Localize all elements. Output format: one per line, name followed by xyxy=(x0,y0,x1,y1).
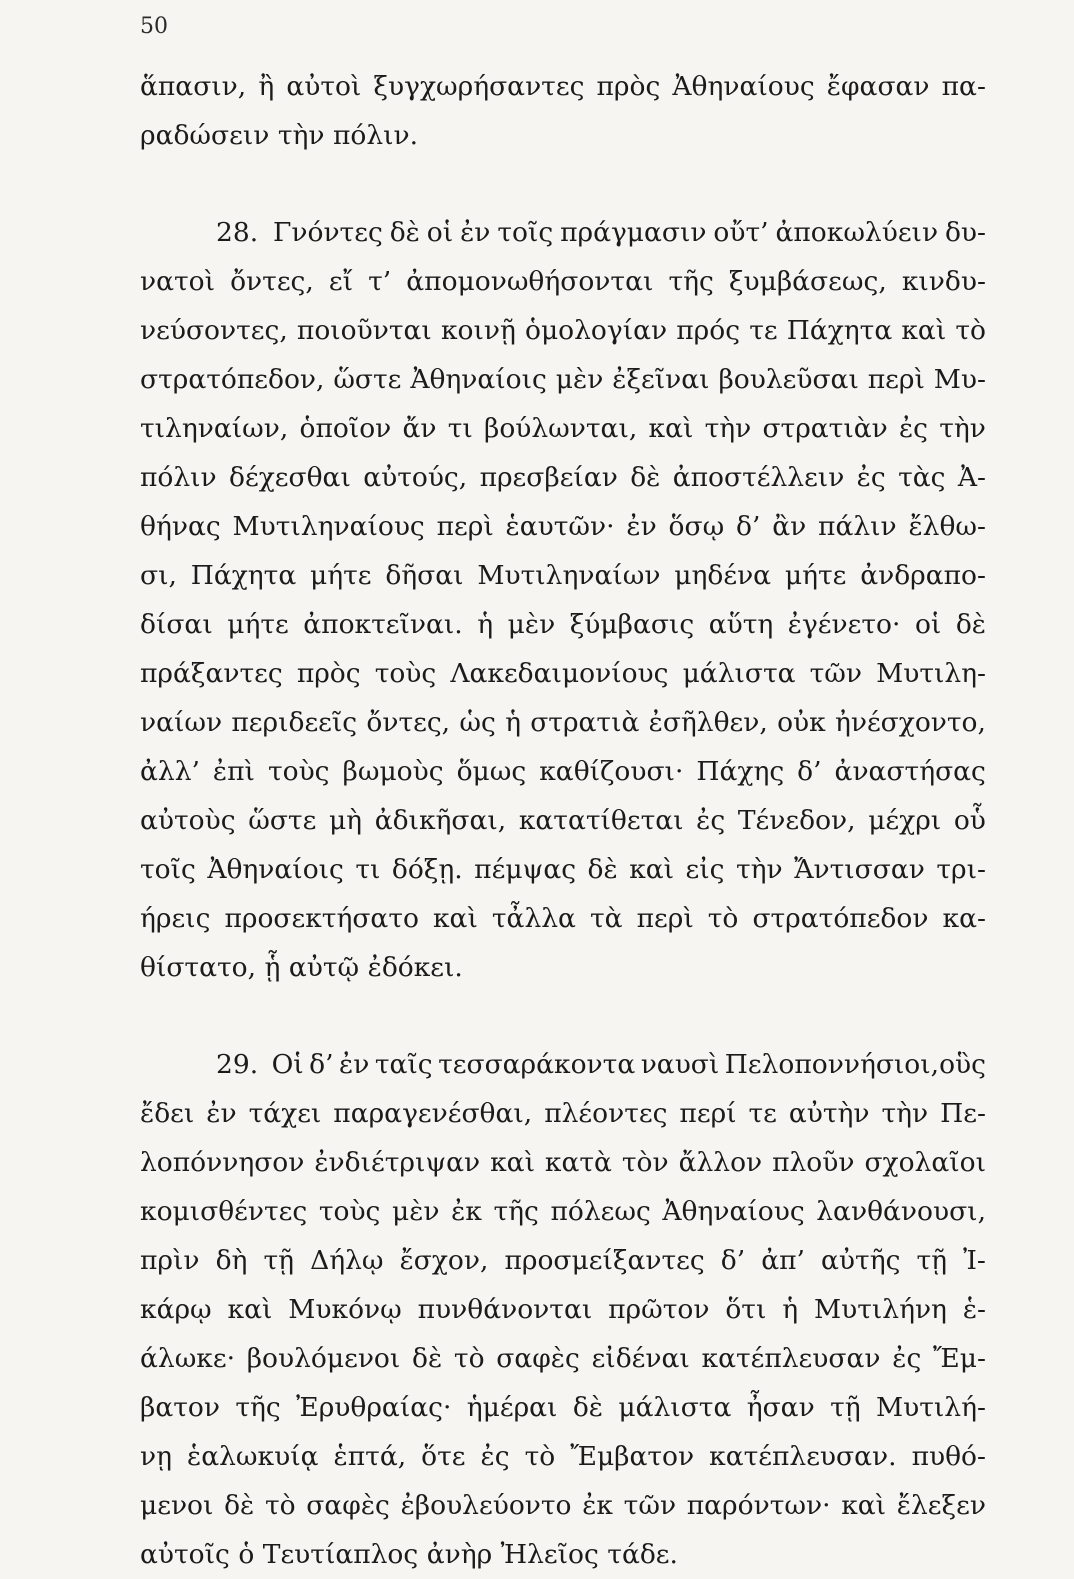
word: δὲ xyxy=(389,217,420,248)
word: ἡ xyxy=(505,707,521,738)
word: πυνθάνονται xyxy=(417,1294,593,1325)
word: μέχρι xyxy=(868,805,942,836)
word: ἔσχον, xyxy=(399,1245,489,1276)
word: ξυγχωρήσαντες xyxy=(373,71,585,102)
text-block xyxy=(140,62,986,1579)
word: νῃ xyxy=(140,1441,172,1472)
word: ὥστε xyxy=(248,805,317,836)
word: δὲ xyxy=(955,609,986,640)
word: τἆλλα xyxy=(491,903,576,934)
word: αὐτοῖς xyxy=(140,1539,230,1570)
text-line xyxy=(140,600,986,649)
word: σχολαῖοι xyxy=(864,1147,986,1178)
word: αὐτοὺς xyxy=(140,805,236,836)
word: ἀπ’ xyxy=(761,1245,805,1276)
word: βουλεῦσαι xyxy=(718,364,859,395)
word: Πάχης xyxy=(696,756,785,787)
word: ἑαλωκυίᾳ xyxy=(187,1441,319,1472)
word: αὐτῆς xyxy=(821,1245,901,1276)
word: προσεκτήσατο xyxy=(224,903,419,934)
word: κάρῳ xyxy=(140,1294,212,1325)
text-line xyxy=(140,208,986,257)
word: τι xyxy=(447,413,473,444)
word: τε xyxy=(749,315,778,346)
word: Ἀθηναίοις xyxy=(207,854,344,885)
word: ἑ- xyxy=(962,1294,986,1325)
word: τὸ xyxy=(453,1343,485,1374)
word: πόλεως xyxy=(550,1196,651,1227)
word: τε xyxy=(748,1098,777,1129)
word: ναίων xyxy=(140,707,223,738)
word: δὲ xyxy=(412,1343,443,1374)
text-line xyxy=(140,453,986,502)
word: τὸν xyxy=(621,1147,669,1178)
word: ἐς xyxy=(856,462,886,493)
paragraph xyxy=(140,1040,986,1579)
word: πρός xyxy=(676,315,741,346)
word: τοῖς xyxy=(497,217,554,248)
word: θίστατο, xyxy=(140,952,257,983)
word: ἂν xyxy=(772,511,807,542)
word: τιληναίων, xyxy=(140,413,289,444)
word: μήτε xyxy=(227,609,289,640)
word: ἐς xyxy=(480,1441,510,1472)
word: ἐκ xyxy=(582,1490,613,1521)
text-line xyxy=(140,943,986,992)
word: τοὺς xyxy=(374,658,437,689)
word: μηδένα xyxy=(674,560,772,591)
word: καὶ xyxy=(841,1490,887,1521)
text-line xyxy=(140,1481,986,1530)
word: ποιοῦνται xyxy=(296,315,432,346)
word: ξύμβασις xyxy=(569,609,695,640)
text-line xyxy=(140,845,986,894)
text-line xyxy=(140,502,986,551)
word: προσμείξαντες xyxy=(504,1245,705,1276)
word: κα- xyxy=(942,903,986,934)
word: πυθό- xyxy=(911,1441,986,1472)
word: παραγενέσθαι, xyxy=(333,1098,533,1129)
word: κατὰ xyxy=(544,1147,612,1178)
word: τοὺς xyxy=(267,756,330,787)
word: πόλιν. xyxy=(332,120,419,151)
word: Ἰ- xyxy=(963,1245,986,1276)
word: τι xyxy=(355,854,381,885)
word: ἀπομονωθήσονται xyxy=(406,266,654,297)
word: πλοῦν xyxy=(772,1147,855,1178)
word: βουλόμενοι xyxy=(246,1343,401,1374)
word: περιδεεῖς xyxy=(231,707,358,738)
word: ἢ xyxy=(258,71,275,102)
text-line xyxy=(140,1285,986,1334)
word: λοπόννησον xyxy=(140,1147,305,1178)
word: Δήλῳ xyxy=(310,1245,384,1276)
word: ἅπασιν, xyxy=(140,71,247,102)
word: νατοὶ xyxy=(140,266,216,297)
word: εἴ xyxy=(328,266,354,297)
word: τὴν xyxy=(939,413,986,444)
word: τάχει xyxy=(248,1098,322,1129)
word: σαφὲς xyxy=(306,1490,390,1521)
word: τὴν xyxy=(277,120,325,151)
word: εἰς xyxy=(685,854,725,885)
word: τῇ xyxy=(830,1392,861,1423)
word: οὗ xyxy=(953,805,986,836)
text-line xyxy=(140,698,986,747)
word: λανθάνουσι, xyxy=(816,1196,986,1227)
word: ἐν xyxy=(626,511,657,542)
word: ἐν xyxy=(460,217,491,248)
word: ἦσαν xyxy=(746,1392,815,1423)
word: τὰς xyxy=(898,462,946,493)
word: δ’ xyxy=(309,1049,334,1080)
word: Ἐρυθραίας· xyxy=(296,1392,452,1423)
word: ἄν xyxy=(402,413,437,444)
word: Μυτιλήνη xyxy=(813,1294,947,1325)
word: ἄλλον xyxy=(678,1147,763,1178)
word: στρατόπεδον, xyxy=(140,364,325,395)
word: Ἔμβατον xyxy=(570,1441,695,1472)
word: κοινῇ xyxy=(440,315,516,346)
word: Τένεδον, xyxy=(737,805,856,836)
word: πρὸς xyxy=(296,658,361,689)
word: τὸ xyxy=(955,315,986,346)
section-number: 28. xyxy=(216,217,259,248)
paragraph xyxy=(140,62,986,160)
word: καθίζουσι· xyxy=(539,756,684,787)
page-number: 50 xyxy=(140,14,168,39)
word: ὅμως xyxy=(456,756,527,787)
word: ἔλεξεν xyxy=(896,1490,986,1521)
word: ἑπτά, xyxy=(333,1441,407,1472)
word: δέχεσθαι xyxy=(229,462,351,493)
word: ὄντες, xyxy=(230,266,314,297)
word: ὄντες, xyxy=(366,707,451,738)
word: βούλωνται, xyxy=(484,413,638,444)
word: στρατόπεδον xyxy=(752,903,929,934)
word: Τευτίαπλος xyxy=(262,1539,419,1570)
word: αὐτούς, xyxy=(363,462,468,493)
word: βατον xyxy=(140,1392,220,1423)
section-number: 29. xyxy=(216,1049,259,1080)
word: Μυτιληναίων xyxy=(477,560,661,591)
word: σι, xyxy=(140,560,177,591)
word: Πελοποννήσιοι,οὓς xyxy=(724,1049,986,1080)
text-line xyxy=(140,747,986,796)
word: τρι- xyxy=(936,854,986,885)
word: δ’ xyxy=(720,1245,746,1276)
text-line xyxy=(140,1432,986,1481)
word: Γνόντες xyxy=(273,217,383,248)
word: Οἱ xyxy=(271,1049,304,1080)
word: πρὸς xyxy=(596,71,661,102)
word: δὴ xyxy=(215,1245,248,1276)
word: τῆς xyxy=(235,1392,281,1423)
word: καὶ xyxy=(629,854,675,885)
word: ήρεις xyxy=(140,903,211,934)
word: ναυσὶ xyxy=(640,1049,720,1080)
text-line xyxy=(140,551,986,600)
word: ᾗ xyxy=(264,952,281,983)
word: τὸ xyxy=(707,903,739,934)
word: τῇ xyxy=(916,1245,948,1276)
paragraph xyxy=(140,208,986,992)
text-line xyxy=(140,306,986,355)
word: τὸ xyxy=(524,1441,556,1472)
word: Λακεδαιμονίους xyxy=(450,658,669,689)
word: Ἔμ- xyxy=(933,1343,986,1374)
word: ἐκ xyxy=(451,1196,482,1227)
word: δὲ xyxy=(224,1490,255,1521)
word: ἐξεῖναι xyxy=(612,364,710,395)
word: τοὺς xyxy=(318,1196,381,1227)
word: ἀποκτεῖναι. xyxy=(303,609,463,640)
word: ὡς xyxy=(459,707,496,738)
word: ἐσῆλθεν, xyxy=(648,707,768,738)
word: ἐς xyxy=(898,413,929,444)
word: Ἀθηναίους xyxy=(672,71,815,102)
word: ἀνὴρ xyxy=(426,1539,493,1570)
text-line xyxy=(140,404,986,453)
word: οὔτ’ xyxy=(713,217,769,248)
word: μὴ xyxy=(328,805,363,836)
text-line xyxy=(140,1383,986,1432)
word: ἐνδιέτριψαν xyxy=(314,1147,481,1178)
word: ἡ xyxy=(782,1294,799,1325)
text-line xyxy=(140,649,986,698)
word: πράγμασιν xyxy=(560,217,707,248)
word: τάδε. xyxy=(607,1539,678,1570)
word: τὰ xyxy=(589,903,623,934)
word: ἐς xyxy=(696,805,726,836)
text-line xyxy=(140,1530,986,1579)
word: ἐς xyxy=(892,1343,922,1374)
word: θήνας xyxy=(140,511,221,542)
word: Μυτιλή- xyxy=(876,1392,986,1423)
word: βωμοὺς xyxy=(342,756,444,787)
word: τῶν xyxy=(809,658,862,689)
text-line xyxy=(140,796,986,845)
word: δυ- xyxy=(944,217,986,248)
word: ἀναστήσας xyxy=(834,756,986,787)
word: τ’ xyxy=(368,266,392,297)
word: καὶ xyxy=(227,1294,273,1325)
word: ἐν xyxy=(206,1098,237,1129)
text-line xyxy=(140,1236,986,1285)
word: αὐτὴν xyxy=(788,1098,870,1129)
word: ἐγένετο· xyxy=(787,609,901,640)
word: ὁποῖον xyxy=(299,413,392,444)
word: περὶ xyxy=(636,903,694,934)
word: ἀνδραπο- xyxy=(860,560,986,591)
word: ἔδει xyxy=(140,1098,195,1129)
word: ἐβουλεύοντο xyxy=(400,1490,572,1521)
text-line xyxy=(140,62,986,111)
word: πρὶν xyxy=(140,1245,200,1276)
word: τοῖς xyxy=(140,854,196,885)
word: Μυκόνῳ xyxy=(288,1294,402,1325)
word: μὲν xyxy=(507,609,556,640)
word: οἱ xyxy=(914,609,942,640)
word: αὐτοὶ xyxy=(286,71,362,102)
word: πρεσβείαν xyxy=(479,462,618,493)
text-line xyxy=(140,1138,986,1187)
word: Ἀθηναίους xyxy=(662,1196,805,1227)
word: δίσαι xyxy=(140,609,213,640)
word: ἀδικῆσαι, xyxy=(374,805,507,836)
word: τῇ xyxy=(263,1245,295,1276)
text-line xyxy=(140,111,986,160)
word: Πάχητα xyxy=(190,560,297,591)
word: τὸ xyxy=(264,1490,296,1521)
word: ἀποστέλλειν xyxy=(672,462,845,493)
word: πάλιν xyxy=(818,511,897,542)
word: νεύσοντες, xyxy=(140,315,288,346)
word: ὁ xyxy=(238,1539,255,1570)
word: δ’ xyxy=(797,756,822,787)
word: καὶ xyxy=(490,1147,535,1178)
word: πρῶτον xyxy=(608,1294,710,1325)
word: Πάχητα xyxy=(786,315,893,346)
word: τὴν xyxy=(735,854,783,885)
word: περὶ xyxy=(436,511,494,542)
text-line xyxy=(140,1089,986,1138)
word: δὲ xyxy=(572,1392,604,1423)
word: αὐτῷ xyxy=(288,952,360,983)
word: ἀλλ’ xyxy=(140,756,200,787)
word: ὁμολογίαν xyxy=(524,315,668,346)
word: μενοι xyxy=(140,1490,214,1521)
text-line xyxy=(140,894,986,943)
word: καὶ xyxy=(901,315,947,346)
text-line xyxy=(140,1187,986,1236)
word: κινδυ- xyxy=(901,266,986,297)
text-line xyxy=(140,1334,986,1383)
word: μήτε xyxy=(784,560,847,591)
text-line xyxy=(140,355,986,404)
word: στρατιὰ xyxy=(530,707,640,738)
word: πλέοντες xyxy=(544,1098,668,1129)
word: ἔλθω- xyxy=(908,511,986,542)
word: κομισθέντες xyxy=(140,1196,308,1227)
word: Μυτιληναίους xyxy=(232,511,425,542)
word: παρόντων· xyxy=(686,1490,831,1521)
paragraph-gap xyxy=(140,160,986,208)
word: ξυμβάσεως, xyxy=(728,266,887,297)
word: κατέπλευσαν. xyxy=(709,1441,897,1472)
word: Μυτιλη- xyxy=(876,658,986,689)
paragraph-gap xyxy=(140,992,986,1040)
word: κατέπλευσαν xyxy=(701,1343,881,1374)
word: Ἀθηναίοις xyxy=(410,364,547,395)
word: καὶ xyxy=(432,903,478,934)
word: ἐν xyxy=(339,1049,370,1080)
word: Πε- xyxy=(940,1098,986,1129)
word: τεσσαράκοντα xyxy=(438,1049,636,1080)
word: δόξῃ. xyxy=(391,854,463,885)
word: πέμψας xyxy=(474,854,577,885)
word: εἰδέναι xyxy=(591,1343,690,1374)
word: τῆς xyxy=(493,1196,539,1227)
word: ἑαυτῶν· xyxy=(505,511,615,542)
word: ἡμέραι xyxy=(466,1392,558,1423)
word: δὲ xyxy=(587,854,618,885)
word: μὲν xyxy=(391,1196,440,1227)
word: πόλιν xyxy=(140,462,217,493)
word: μήτε xyxy=(310,560,372,591)
text-line xyxy=(140,1040,986,1089)
word: δ’ xyxy=(736,511,761,542)
word: μὲν xyxy=(555,364,604,395)
word: ὅτε xyxy=(421,1441,466,1472)
word: ραδώσειν xyxy=(140,120,270,151)
word: τῆς xyxy=(668,266,714,297)
word: Ἄντισσαν xyxy=(794,854,925,885)
word: οὐκ xyxy=(777,707,826,738)
word: τῶν xyxy=(623,1490,677,1521)
word: πράξαντες xyxy=(140,658,283,689)
word: σαφὲς xyxy=(496,1343,580,1374)
word: Ἠλεῖος xyxy=(500,1539,599,1570)
word: ἡ xyxy=(477,609,494,640)
word: ἐδόκει. xyxy=(367,952,463,983)
word: Ἀ- xyxy=(957,462,986,493)
word: καὶ xyxy=(648,413,694,444)
word: τὴν xyxy=(881,1098,929,1129)
word: περὶ xyxy=(867,364,925,395)
word: δὲ xyxy=(630,462,661,493)
word: ὅτι xyxy=(725,1294,767,1325)
word: άλωκε· xyxy=(140,1343,236,1374)
word: τὴν xyxy=(704,413,752,444)
word: οἱ xyxy=(426,217,454,248)
word: περί xyxy=(679,1098,737,1129)
word: δῆσαι xyxy=(385,560,464,591)
word: αὕτη xyxy=(708,609,774,640)
text-line xyxy=(140,257,986,306)
word: στρατιὰν xyxy=(762,413,888,444)
word: ὅσῳ xyxy=(668,511,725,542)
word: ὥστε xyxy=(333,364,402,395)
word: ἠνέσχοντο, xyxy=(834,707,986,738)
word: Μυ- xyxy=(933,364,986,395)
word: πα- xyxy=(941,71,986,102)
word: ταῖς xyxy=(374,1049,433,1080)
word: κατατίθεται xyxy=(518,805,684,836)
word: ἔφασαν xyxy=(826,71,930,102)
word: μάλιστα xyxy=(682,658,796,689)
word: ἀποκωλύειν xyxy=(775,217,939,248)
word: μάλιστα xyxy=(618,1392,732,1423)
word: ἐπὶ xyxy=(212,756,255,787)
